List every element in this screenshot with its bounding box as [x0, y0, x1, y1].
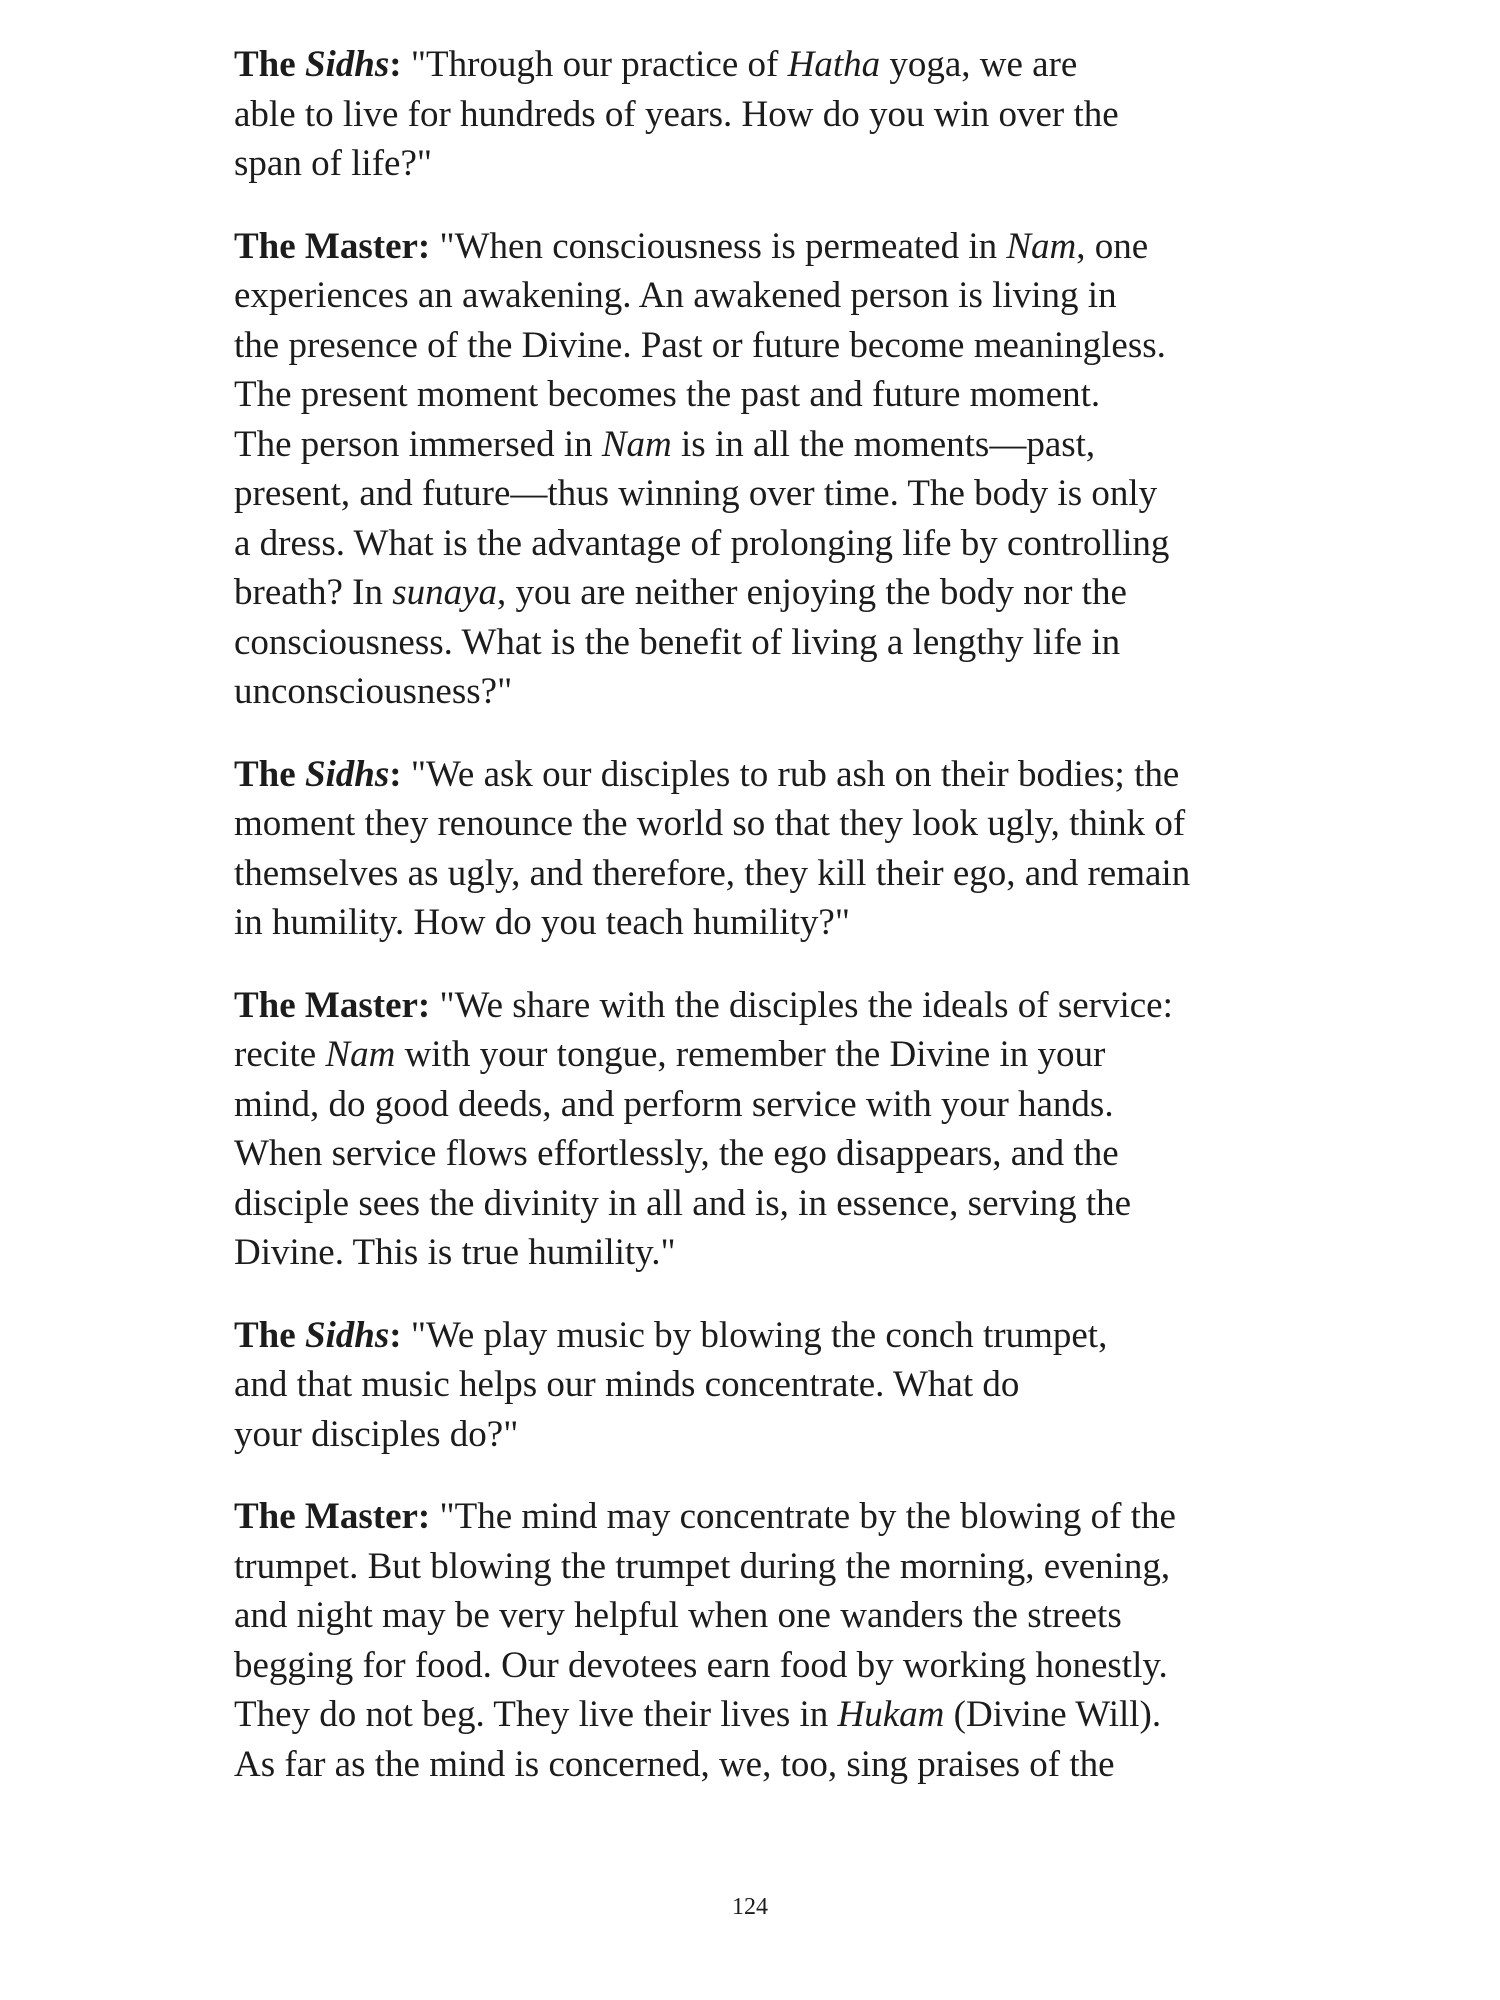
text-line — [234, 898, 1324, 948]
text-segment: present, and future—thus winning over time. The body is only — [234, 473, 1158, 514]
text-segment: The present moment becomes the past and future moment. — [234, 374, 1101, 415]
page-number: 124 — [732, 1894, 768, 1920]
emphasis-term: Nam — [1006, 225, 1077, 267]
text-segment: disciple sees the divinity in all and is, in essence, serving the — [234, 1182, 1132, 1224]
text-segment: As far as the mind is concerned, we, too, sing praises of the — [234, 1743, 1115, 1785]
speaker-label: Sidhs — [304, 753, 390, 795]
text-segment: with your tongue, remember the Divine in your — [395, 1034, 1106, 1075]
text-segment: "Through our practice of — [401, 44, 788, 85]
emphasis-term: Nam — [325, 1034, 396, 1075]
text-line — [234, 1311, 1324, 1361]
text-segment: moment they renounce the world so that they look ugly, think of — [234, 803, 1186, 844]
speaker-label: : — [389, 1314, 402, 1356]
speaker-label: The Master: — [234, 225, 431, 267]
text-segment: "The mind may concentrate by the blowing of the — [430, 1496, 1176, 1537]
dialogue-paragraph — [234, 222, 1324, 717]
text-segment: "We play music by blowing the conch trumpet, — [401, 1314, 1108, 1356]
text-line — [234, 222, 1324, 272]
text-line — [234, 799, 1324, 849]
text-segment: and that music helps our minds concentrate. What do — [234, 1364, 1020, 1405]
text-line — [234, 981, 1324, 1031]
text-line — [234, 1690, 1324, 1740]
text-segment: mind, do good deeds, and perform service with your hands. — [234, 1083, 1114, 1125]
text-segment: "We ask our disciples to rub ash on their bodies; the — [401, 753, 1180, 795]
text-line — [234, 750, 1324, 800]
text-line — [234, 139, 1324, 189]
text-line — [234, 1591, 1324, 1641]
text-segment: a dress. What is the advantage of prolonging life by controlling — [234, 522, 1170, 564]
text-line — [234, 271, 1324, 321]
text-segment: the presence of the Divine. Past or future become meaningless. — [234, 324, 1166, 366]
text-line — [234, 1228, 1324, 1278]
speaker-label: The — [234, 1314, 305, 1356]
text-segment: "When consciousness is permeated in — [430, 225, 1007, 267]
speaker-label: Sidhs — [304, 1314, 390, 1356]
text-line — [234, 1492, 1324, 1542]
text-segment: , one — [1076, 225, 1149, 267]
text-line — [234, 1542, 1324, 1592]
text-line — [234, 321, 1324, 371]
text-segment: span of life?" — [234, 143, 432, 184]
text-line — [234, 1641, 1324, 1691]
emphasis-term: Nam — [601, 423, 672, 465]
text-segment: unconsciousness?" — [234, 671, 513, 712]
emphasis-term: Hatha — [787, 44, 881, 85]
text-segment: Divine. This is true humility." — [234, 1232, 676, 1273]
text-line — [234, 420, 1324, 470]
text-segment: breath? In — [234, 572, 393, 613]
text-segment: The person immersed in — [234, 423, 602, 465]
dialogue-paragraph — [234, 750, 1324, 948]
speaker-label: : — [389, 44, 402, 85]
text-segment: yoga, we are — [880, 44, 1078, 85]
text-line — [234, 1410, 1324, 1460]
text-line — [234, 1740, 1324, 1790]
dialogue-paragraph — [234, 1311, 1324, 1460]
text-line — [234, 618, 1324, 668]
text-segment: is in all the moments—past, — [671, 423, 1096, 465]
speaker-label: The Master: — [234, 1496, 431, 1537]
text-segment: (Divine Will). — [944, 1694, 1162, 1735]
text-line — [234, 568, 1324, 618]
text-line — [234, 1360, 1324, 1410]
text-line — [234, 469, 1324, 519]
text-segment: "We share with the disciples the ideals of service: — [430, 984, 1173, 1026]
text-line — [234, 1030, 1324, 1080]
text-segment: consciousness. What is the benefit of living a lengthy life in — [234, 621, 1121, 663]
text-line — [234, 1129, 1324, 1179]
text-segment: recite — [234, 1034, 326, 1075]
text-segment: your disciples do?" — [234, 1413, 519, 1455]
emphasis-term: sunaya — [392, 572, 498, 613]
text-segment: , you are neither enjoying the body nor the — [497, 572, 1127, 613]
text-segment: They do not beg. They live their lives in — [234, 1694, 838, 1735]
text-segment: When service flows effortlessly, the ego disappears, and the — [234, 1133, 1119, 1174]
speaker-label: : — [389, 753, 402, 795]
text-line — [234, 1080, 1324, 1130]
dialogue-paragraph — [234, 40, 1324, 189]
speaker-label: The Master: — [234, 984, 431, 1026]
speaker-label: The — [234, 44, 305, 85]
text-segment: trumpet. But blowing the trumpet during the morning, evening, — [234, 1545, 1171, 1587]
dialogue-paragraph — [234, 1492, 1324, 1789]
text-line — [234, 40, 1324, 90]
text-segment: able to live for hundreds of years. How do you win over the — [234, 93, 1119, 135]
text-line — [234, 90, 1324, 140]
text-line — [234, 370, 1324, 420]
dialogue-paragraph — [234, 981, 1324, 1278]
body-text — [234, 40, 1324, 1822]
text-line — [234, 849, 1324, 899]
text-segment: in humility. How do you teach humility?" — [234, 902, 850, 943]
text-line — [234, 1179, 1324, 1229]
text-segment: experiences an awakening. An awakened person is living in — [234, 275, 1117, 316]
text-segment: begging for food. Our devotees earn food by working honestly. — [234, 1644, 1168, 1686]
speaker-label: The — [234, 753, 305, 795]
speaker-label: Sidhs — [304, 44, 390, 85]
emphasis-term: Hukam — [837, 1694, 945, 1735]
text-segment: and night may be very helpful when one wanders the streets — [234, 1595, 1122, 1636]
text-line — [234, 519, 1324, 569]
text-segment: themselves as ugly, and therefore, they kill their ego, and remain — [234, 852, 1191, 894]
text-line — [234, 667, 1324, 717]
